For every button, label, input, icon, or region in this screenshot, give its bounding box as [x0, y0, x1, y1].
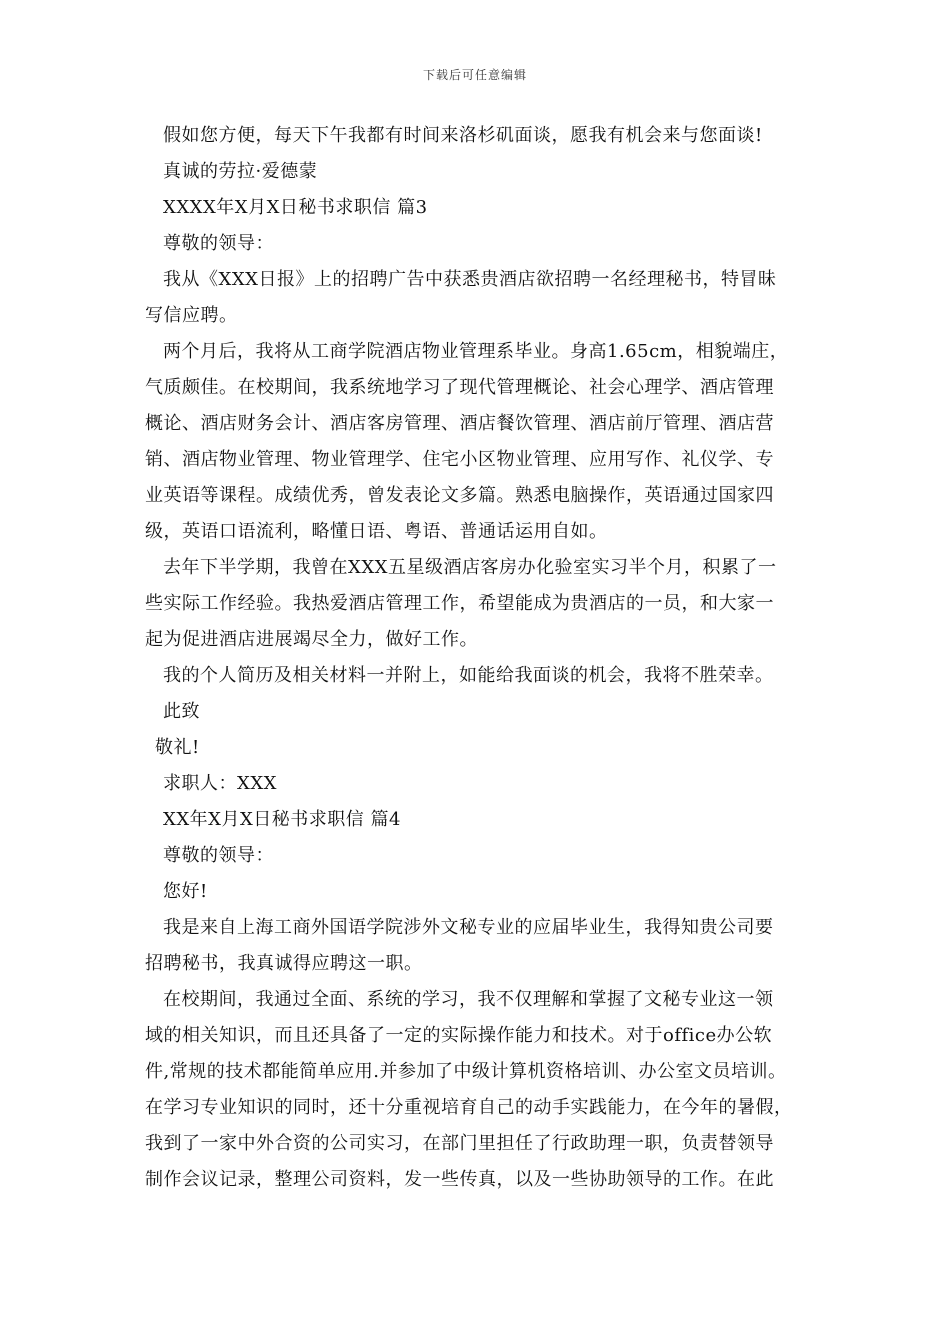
page-header: 下载后可任意编辑: [422, 68, 527, 82]
paragraph-line: 在学习专业知识的同时，还十分重视培育自己的动手实践能力，在今年的暑假，: [145, 1097, 793, 1118]
paragraph-line: 气质颇佳。在校期间，我系统地学习了现代管理概论、社会心理学、酒店管理: [145, 377, 774, 398]
paragraph-line: 求职人：XXX: [163, 773, 277, 794]
paragraph-line: 我从《XXX日报》上的招聘广告中获悉贵酒店欲招聘一名经理秘书，特冒昧: [163, 269, 777, 290]
paragraph-line: 去年下半学期，我曾在XXX五星级酒店客房办化验室实习半个月，积累了一: [163, 557, 777, 578]
paragraph-line: 您好!: [163, 881, 208, 902]
paragraph-line: 我到了一家中外合资的公司实习，在部门里担任了行政助理一职，负责替领导: [145, 1133, 774, 1154]
paragraph-line: 在校期间，我通过全面、系统的学习，我不仅理解和掌握了文秘专业这一领: [163, 989, 774, 1010]
paragraph-line: 我的个人简历及相关材料一并附上，如能给我面谈的机会，我将不胜荣幸。: [163, 665, 774, 686]
paragraph-line: 业英语等课程。成绩优秀，曾发表论文多篇。熟悉电脑操作，英语通过国家四: [145, 485, 774, 506]
paragraph-line: 些实际工作经验。我热爱酒店管理工作，希望能成为贵酒店的一员，和大家一: [145, 593, 774, 614]
paragraph-line: 假如您方便，每天下午我都有时间来洛杉矶面谈，愿我有机会来与您面谈!: [163, 125, 763, 146]
paragraph-line: 件,常规的技术都能简单应用.并参加了中级计算机资格培训、办公室文员培训。: [145, 1061, 787, 1082]
paragraph-line: 真诚的劳拉·爱德蒙: [163, 161, 318, 182]
paragraph-line: 销、酒店物业管理、物业管理学、住宅小区物业管理、应用写作、礼仪学、专: [145, 449, 774, 470]
paragraph-line: 起为促进酒店进展竭尽全力，做好工作。: [145, 629, 478, 650]
paragraph-line: 制作会议记录，整理公司资料，发一些传真，以及一些协助领导的工作。在此: [145, 1169, 774, 1190]
paragraph-line: 域的相关知识，而且还具备了一定的实际操作能力和技术。对于office办公软: [145, 1025, 773, 1046]
paragraph-line: 尊敬的领导：: [163, 233, 274, 254]
paragraph-line: 级，英语口语流利，略懂日语、粤语、普通话运用自如。: [145, 521, 608, 542]
paragraph-line: 概论、酒店财务会计、酒店客房管理、酒店餐饮管理、酒店前厅管理、酒店营: [145, 413, 774, 434]
paragraph-line: 我是来自上海工商外国语学院涉外文秘专业的应届毕业生，我得知贵公司要: [163, 917, 774, 938]
paragraph-line: XX年X月X日秘书求职信 篇4: [163, 809, 401, 830]
paragraph-line: 此致: [163, 701, 200, 722]
paragraph-line: 尊敬的领导：: [163, 845, 274, 866]
paragraph-line: 两个月后，我将从工商学院酒店物业管理系毕业。身高1.65cm，相貌端庄，: [163, 341, 789, 362]
paragraph-line: 写信应聘。: [145, 305, 238, 326]
paragraph-line: 敬礼!: [155, 737, 200, 758]
paragraph-line: 招聘秘书，我真诚得应聘这一职。: [145, 953, 423, 974]
paragraph-line: XXXX年X月X日秘书求职信 篇3: [163, 197, 428, 218]
